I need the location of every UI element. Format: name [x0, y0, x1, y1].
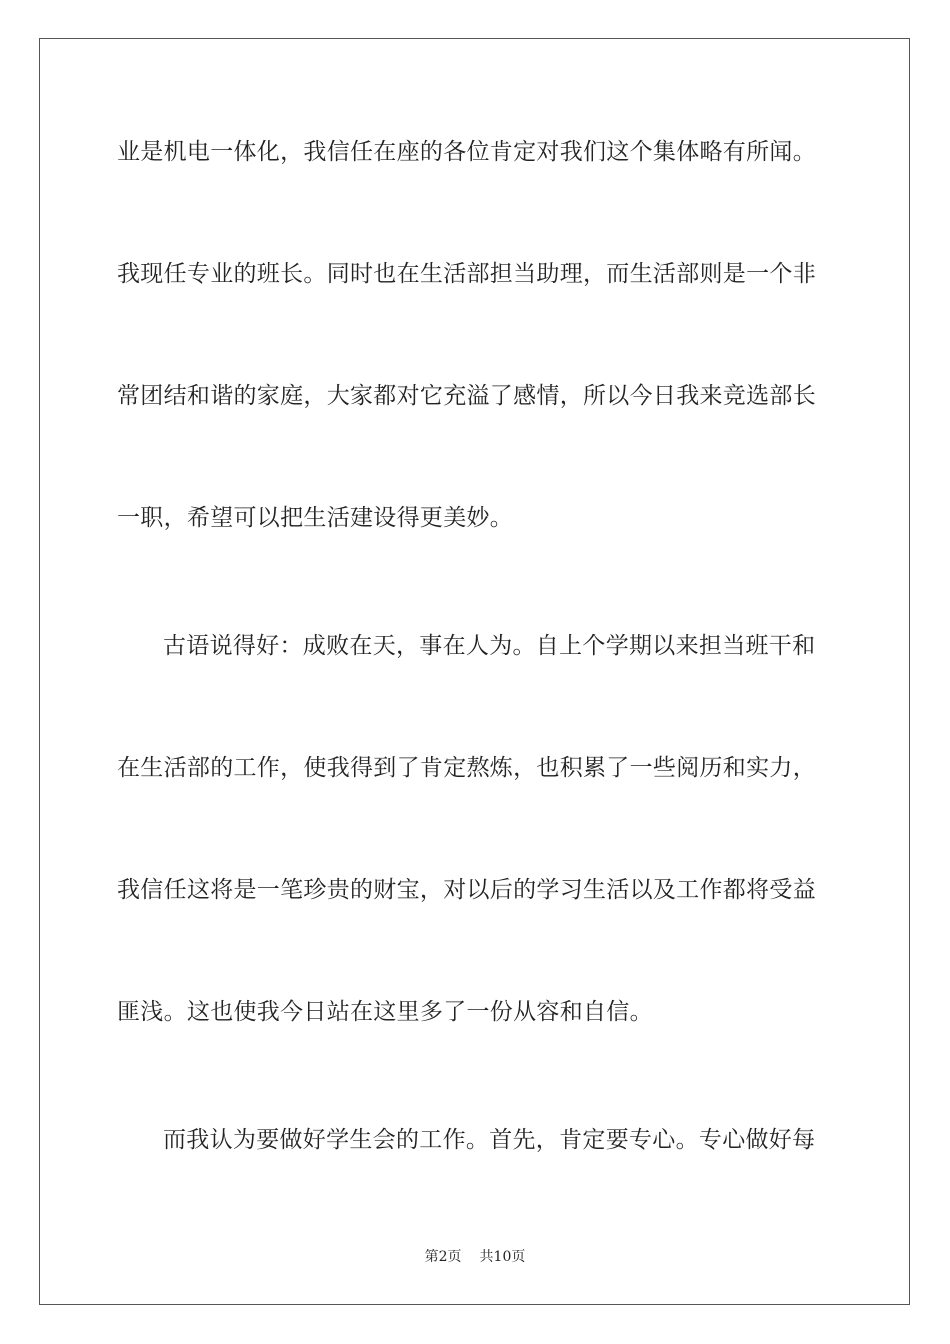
body-text-line: 业是机电一体化，我信任在座的各位肯定对我们这个集体略有所闻。 — [117, 139, 816, 165]
body-text-line: 在生活部的工作，使我得到了肯定熬炼，也积累了一些阅历和实力， — [117, 755, 816, 781]
body-text-line: 我现任专业的班长。同时也在生活部担当助理，而生活部则是一个非 — [117, 261, 816, 287]
paragraph-start-line: 而我认为要做好学生会的工作。首先，肯定要专心。专心做好每 — [163, 1127, 816, 1153]
page-number-current: 第2页 — [424, 1249, 462, 1265]
page-number-total: 共10页 — [479, 1249, 526, 1265]
page-border — [39, 38, 910, 1305]
body-text-line: 常团结和谐的家庭，大家都对它充溢了感情，所以今日我来竞选部长 — [117, 383, 816, 409]
paragraph-start-line: 古语说得好：成败在天，事在人为。自上个学期以来担当班干和 — [163, 633, 816, 659]
page-footer — [0, 1248, 950, 1266]
body-text-line: 我信任这将是一笔珍贵的财宝，对以后的学习生活以及工作都将受益 — [117, 877, 816, 903]
body-text-line: 一职，希望可以把生活建设得更美妙。 — [117, 505, 514, 531]
body-text-line: 匪浅。这也使我今日站在这里多了一份从容和自信。 — [117, 999, 653, 1025]
